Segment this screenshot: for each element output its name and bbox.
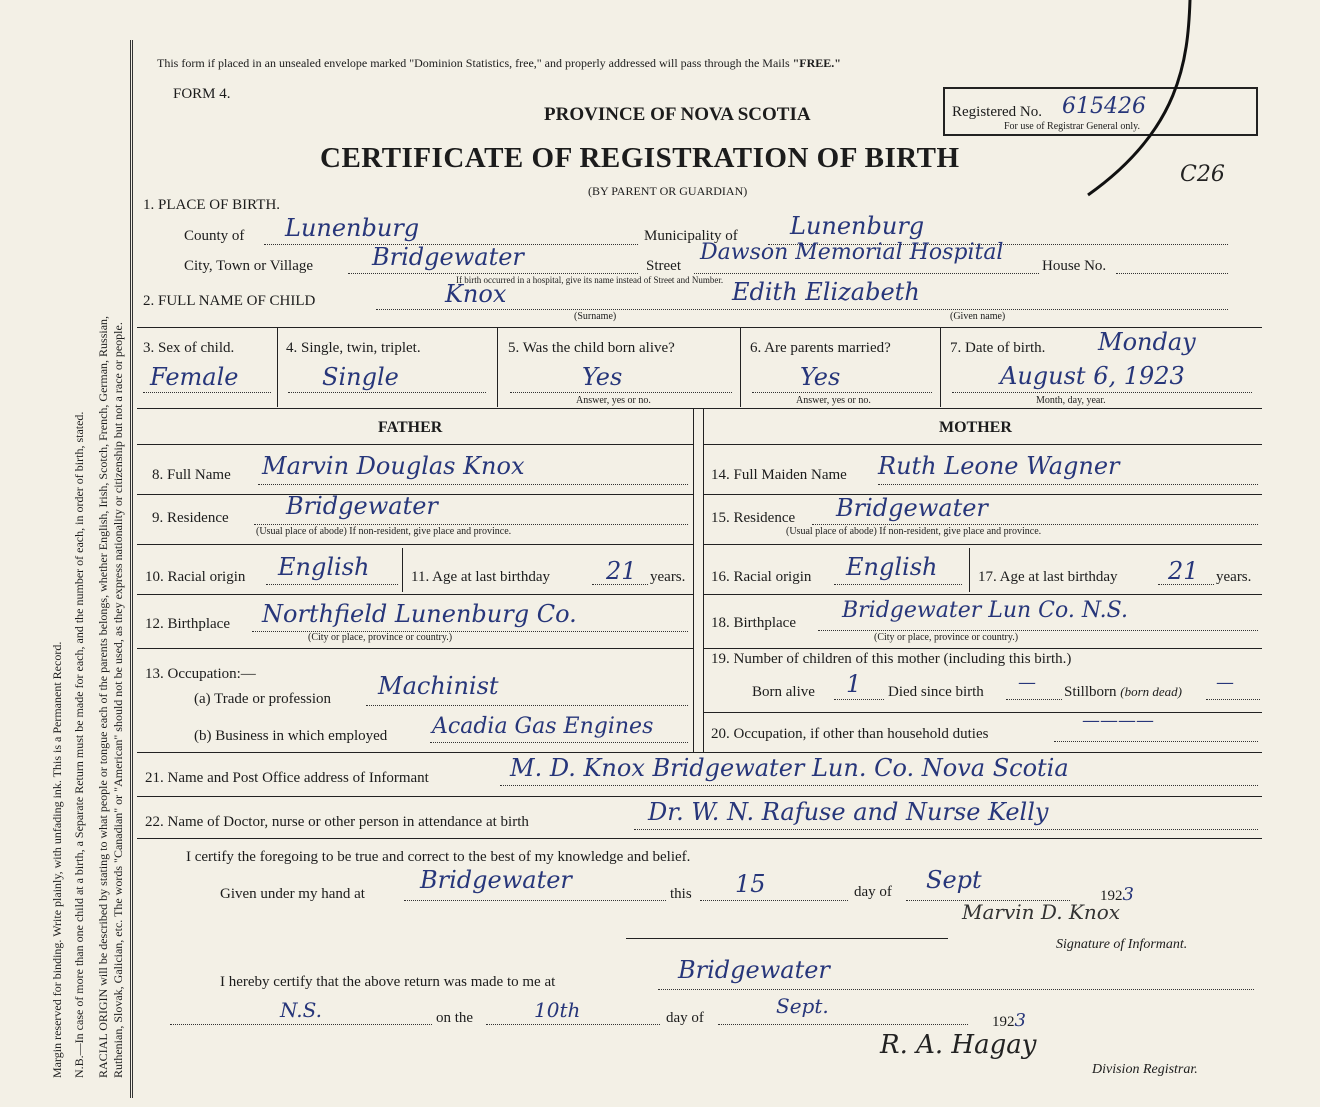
informant-signature: Marvin D. Knox xyxy=(962,900,1121,924)
certification-year-prefix: 192 xyxy=(1100,888,1123,904)
pen-stroke-mark xyxy=(1070,0,1200,200)
mother-name-value: Ruth Leone Wagner xyxy=(878,452,1120,480)
child-surname: Knox xyxy=(445,280,507,308)
city-value: Bridgewater xyxy=(372,243,524,271)
city-label: City, Town or Village xyxy=(184,258,314,274)
children-count-label: 19. Number of children of this mother (including this birth.) xyxy=(711,651,1072,667)
parents-married-caption: Answer, yes or no. xyxy=(796,395,871,406)
registrar-month-value: Sept. xyxy=(776,994,829,1018)
mother-heading-rule xyxy=(703,444,1262,445)
father-row-rule-4 xyxy=(137,648,693,649)
house-number-line xyxy=(1116,273,1228,274)
certification-year-suffix: 3 xyxy=(1122,884,1134,905)
mother-occupation-line xyxy=(1054,741,1258,742)
mother-age-unit: years. xyxy=(1216,569,1252,585)
certification-month-value: Sept xyxy=(926,866,982,894)
doctor-value: Dr. W. N. Rafuse and Nurse Kelly xyxy=(648,798,1049,826)
county-label: County of xyxy=(184,228,245,244)
certification-statement: I certify the foregoing to be true and correct to the best of my knowledge and belief. xyxy=(186,849,691,865)
doctor-label: 22. Name of Doctor, nurse or other person in attendance at birth xyxy=(145,814,529,830)
province-heading: PROVINCE OF NOVA SCOTIA xyxy=(544,104,811,125)
mother-age-label: 17. Age at last birthday xyxy=(978,569,1118,585)
mother-row-rule-4 xyxy=(703,648,1262,649)
father-residence-line xyxy=(254,524,688,525)
form-number: FORM 4. xyxy=(173,86,231,102)
certification-this-label: this xyxy=(670,886,692,902)
margin-note-racial-origin-cont: Ruthenian, Slovak, Galician, etc. The words "Canadian" or "American" should not be used, as they express nationality or citizenship but not a race or people. xyxy=(111,322,125,1078)
father-age-label: 11. Age at last birthday xyxy=(411,569,550,585)
details-top-rule xyxy=(137,327,1262,328)
mother-name-label: 14. Full Maiden Name xyxy=(711,467,847,483)
mother-occupation-label: 20. Occupation, if other than household duties xyxy=(711,726,989,742)
mother-birthplace-label: 18. Birthplace xyxy=(711,615,796,631)
stillborn-label xyxy=(1064,684,1182,701)
born-alive-value: Yes xyxy=(582,363,623,391)
child-name-line xyxy=(376,309,1228,310)
mother-row-rule-2 xyxy=(703,544,1262,545)
mother-heading: MOTHER xyxy=(939,419,1012,436)
sex-label: 3. Sex of child. xyxy=(143,340,235,356)
municipality-value: Lunenburg xyxy=(790,212,925,240)
plurality-label: 4. Single, twin, triplet. xyxy=(286,340,421,356)
parents-married-line xyxy=(752,392,932,393)
born-alive-count-line xyxy=(834,699,884,700)
mother-birthplace-line xyxy=(818,630,1258,631)
corner-mark: C26 xyxy=(1180,162,1225,187)
stillborn-label-text: Stillborn xyxy=(1064,684,1117,700)
margin-note-binding: Margin reserved for binding. Write plainly, with unfading ink. This is a Permanent Record. xyxy=(50,641,64,1078)
registrar-month-line xyxy=(718,1024,968,1025)
binding-margin-line xyxy=(130,40,133,1098)
father-race-value: English xyxy=(278,553,370,581)
certification-day-value: 15 xyxy=(735,870,766,898)
mother-age-value: 21 xyxy=(1168,557,1199,585)
father-name-label: 8. Full Name xyxy=(152,467,231,483)
registrar-day-of-label: day of xyxy=(666,1010,704,1026)
registrar-day-value: 10th xyxy=(534,998,581,1022)
mother-birthplace-value: Bridgewater Lun Co. N.S. xyxy=(842,598,1128,623)
margin-note-racial-origin: RACIAL ORIGIN will be described by stating to what people or tongue each of the parents belongs, whether English, Irish, Scotch, French, German, Russian, xyxy=(96,315,110,1078)
registrar-province-value: N.S. xyxy=(280,998,322,1022)
county-value: Lunenburg xyxy=(285,214,420,242)
child-name-label: 2. FULL NAME OF CHILD xyxy=(143,293,316,309)
details-divider-3 xyxy=(740,327,741,407)
father-name-line xyxy=(258,484,688,485)
born-alive-caption: Answer, yes or no. xyxy=(576,395,651,406)
registrar-statement: I hereby certify that the above return was made to me at xyxy=(220,974,556,990)
mail-note-free: "FREE." xyxy=(792,56,841,70)
father-race-label: 10. Racial origin xyxy=(145,569,246,585)
father-race-divider xyxy=(402,548,403,592)
father-column-edge xyxy=(693,408,694,752)
registrar-province-line xyxy=(170,1024,432,1025)
parents-top-rule xyxy=(137,408,1262,409)
business-value: Acadia Gas Engines xyxy=(432,714,654,739)
street-line xyxy=(694,273,1039,274)
mother-occupation-value: ———— xyxy=(1082,710,1154,731)
birth-weekday: Monday xyxy=(1098,328,1196,356)
date-of-birth-value: August 6, 1923 xyxy=(1000,362,1185,390)
born-alive-label: 5. Was the child born alive? xyxy=(508,340,675,356)
certification-divider xyxy=(626,938,948,939)
details-divider-2 xyxy=(497,327,498,407)
sex-line xyxy=(143,392,271,393)
mother-column-edge xyxy=(703,408,704,752)
registrar-year-prefix: 192 xyxy=(992,1014,1015,1030)
city-line xyxy=(348,273,638,274)
certification-day-of-label: day of xyxy=(854,884,892,900)
given-place-line xyxy=(404,900,666,901)
mail-note: This form if placed in an unsealed envelope marked "Dominion Statistics, free," and properly addressed will pass through the Mails "FREE." xyxy=(157,56,841,70)
mother-residence-label: 15. Residence xyxy=(711,510,796,526)
division-registrar-caption: Division Registrar. xyxy=(1092,1062,1198,1077)
registrar-year xyxy=(992,1010,1026,1031)
child-given-name: Edith Elizabeth xyxy=(732,278,920,306)
father-heading: FATHER xyxy=(378,419,443,436)
informant-bottom-rule xyxy=(137,796,1262,797)
father-residence-label: 9. Residence xyxy=(152,510,229,526)
business-label: (b) Business in which employed xyxy=(194,728,388,744)
mother-row-rule-3 xyxy=(703,594,1262,595)
date-of-birth-line xyxy=(952,392,1252,393)
born-alive-line xyxy=(510,392,732,393)
place-of-birth-heading: 1. PLACE OF BIRTH. xyxy=(143,197,281,213)
father-birthplace-value: Northfield Lunenburg Co. xyxy=(262,600,577,628)
father-residence-caption: (Usual place of abode) If non-resident, give place and province. xyxy=(256,526,512,537)
mother-residence-line xyxy=(812,524,1258,525)
sex-value: Female xyxy=(150,363,239,391)
margin-note-multiple-births: N.B.—In case of more than one child at a birth, a Separate Return must be made for each, and the number of each, in order of birth, stated. xyxy=(72,411,86,1078)
details-divider-4 xyxy=(940,327,941,407)
doctor-line xyxy=(634,829,1258,830)
father-birthplace-label: 12. Birthplace xyxy=(145,616,230,632)
informant-signature-caption: Signature of Informant. xyxy=(1056,937,1188,952)
died-since-birth-value: — xyxy=(1018,672,1036,693)
registrar-year-suffix: 3 xyxy=(1014,1010,1026,1031)
municipality-label: Municipality of xyxy=(644,228,738,244)
surname-caption: (Surname) xyxy=(574,311,617,322)
stillborn-line xyxy=(1206,699,1260,700)
informant-top-rule xyxy=(137,752,1262,753)
given-name-caption: (Given name) xyxy=(950,311,1006,322)
plurality-value: Single xyxy=(322,363,399,391)
registrar-on-label: on the xyxy=(436,1010,474,1026)
parents-married-value: Yes xyxy=(800,363,841,391)
hospital-note: If birth occurred in a hospital, give its name instead of Street and Number. xyxy=(456,275,724,285)
informant-line xyxy=(500,785,1258,786)
father-row-rule-2 xyxy=(137,544,693,545)
mother-name-line xyxy=(878,484,1258,485)
certification-day-line xyxy=(700,900,848,901)
parents-married-label: 6. Are parents married? xyxy=(750,340,891,356)
mother-race-label: 16. Racial origin xyxy=(711,569,812,585)
certificate-subtitle: (BY PARENT OR GUARDIAN) xyxy=(588,184,748,198)
certificate-title: CERTIFICATE OF REGISTRATION OF BIRTH xyxy=(320,142,960,174)
date-of-birth-label: 7. Date of birth. xyxy=(950,340,1046,356)
registrar-day-line xyxy=(486,1024,660,1025)
mother-row-rule-5 xyxy=(703,712,1262,713)
father-age-unit: years. xyxy=(650,569,686,585)
plurality-line xyxy=(288,392,486,393)
died-since-birth-line xyxy=(1006,699,1062,700)
died-since-birth-label: Died since birth xyxy=(888,684,984,700)
father-name-value: Marvin Douglas Knox xyxy=(262,452,525,480)
trade-value: Machinist xyxy=(378,672,499,700)
trade-label: (a) Trade or profession xyxy=(194,691,332,707)
registrar-place-line xyxy=(658,989,1254,990)
informant-value: M. D. Knox Bridgewater Lun. Co. Nova Scotia xyxy=(510,754,1069,782)
father-birthplace-caption: (City or place, province or country.) xyxy=(308,632,453,643)
business-line xyxy=(430,742,688,743)
registered-label: Registered No. xyxy=(952,104,1042,120)
house-number-label: House No. xyxy=(1042,258,1107,274)
mother-birthplace-caption: (City or place, province or country.) xyxy=(874,632,1019,643)
mother-race-value: English xyxy=(846,553,938,581)
born-alive-count-value: 1 xyxy=(846,670,862,698)
mother-residence-caption: (Usual place of abode) If non-resident, give place and province. xyxy=(786,526,1042,537)
occupation-label: 13. Occupation:— xyxy=(145,666,256,682)
mother-race-divider xyxy=(969,548,970,592)
father-race-line xyxy=(266,584,398,585)
father-residence-value: Bridgewater xyxy=(286,492,438,520)
registrar-place-value: Bridgewater xyxy=(678,956,830,984)
given-place-value: Bridgewater xyxy=(420,866,572,894)
father-age-value: 21 xyxy=(606,557,637,585)
informant-label: 21. Name and Post Office address of Informant xyxy=(145,770,429,786)
details-divider-1 xyxy=(277,327,278,407)
mother-residence-value: Bridgewater xyxy=(836,494,988,522)
father-row-rule-3 xyxy=(137,594,693,595)
stillborn-value: — xyxy=(1216,672,1234,693)
date-of-birth-caption: Month, day, year. xyxy=(1036,395,1106,406)
registrar-signature: R. A. Hagay xyxy=(880,1030,1037,1060)
street-label: Street xyxy=(646,258,681,274)
registrar-general-note: For use of Registrar General only. xyxy=(1004,121,1140,132)
father-heading-rule xyxy=(137,444,693,445)
registered-number: 615426 xyxy=(1062,94,1146,119)
street-value: Dawson Memorial Hospital xyxy=(700,240,1004,265)
born-alive-count-label: Born alive xyxy=(752,684,815,700)
given-under-hand-label: Given under my hand at xyxy=(220,886,365,902)
stillborn-note: (born dead) xyxy=(1120,684,1183,699)
mother-race-line xyxy=(834,584,962,585)
trade-line xyxy=(366,705,688,706)
doctor-bottom-rule xyxy=(137,838,1262,839)
